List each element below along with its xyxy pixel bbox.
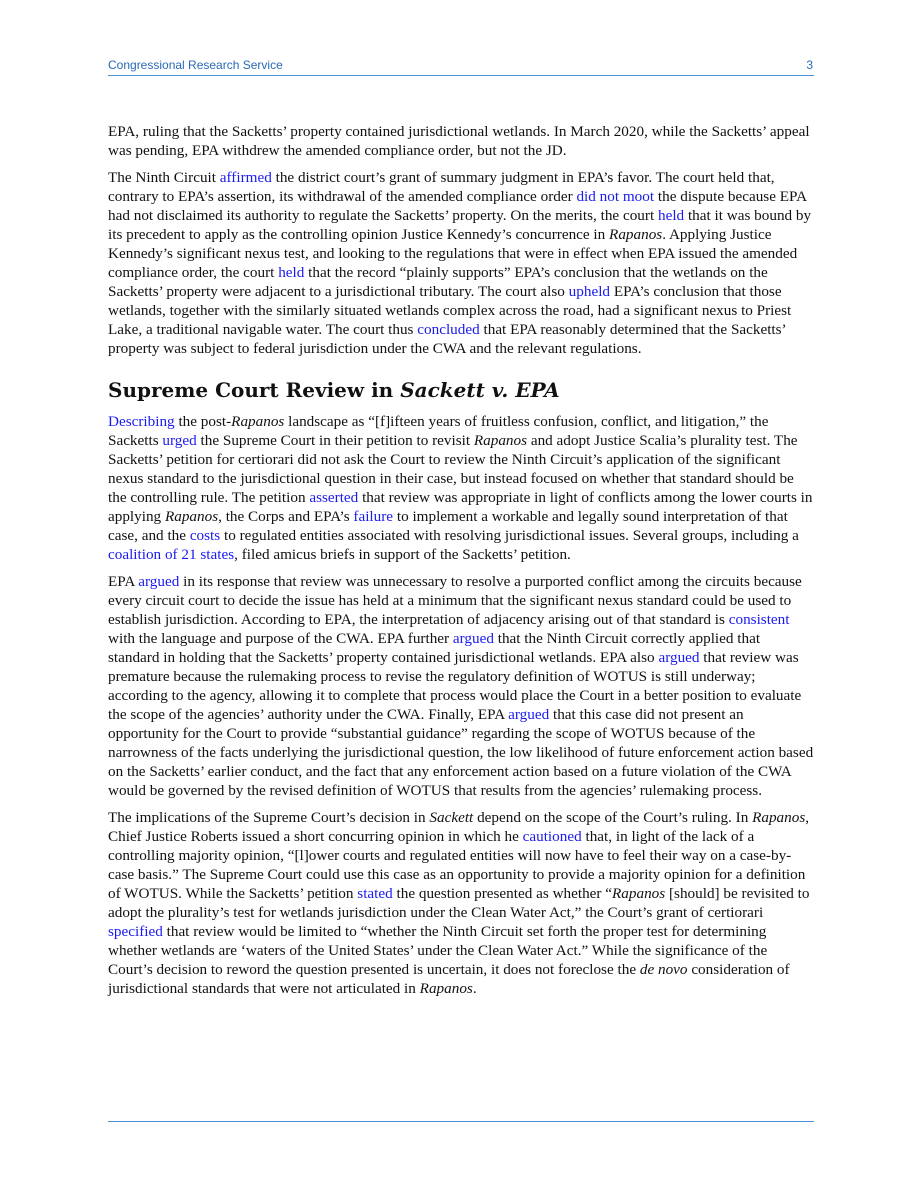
inline-link[interactable]: consistent bbox=[728, 611, 790, 628]
inline-link[interactable]: held bbox=[657, 207, 685, 224]
text-run: Supreme Court Review in bbox=[108, 378, 401, 402]
header-divider bbox=[108, 75, 814, 76]
text-run: . bbox=[472, 980, 477, 997]
text-run: the dispute because EPA had not disclaimed its authority to regulate the Sacketts’ property. On the merits, the court bbox=[108, 188, 807, 224]
text-run: [should] be revisited to adopt the plurality’s test for wetlands jurisdiction under the Clean Water Act,” the Court’s grant of certiorari bbox=[108, 885, 810, 921]
page-number: 3 bbox=[806, 58, 813, 72]
inline-link[interactable]: did not moot bbox=[576, 188, 655, 205]
inline-link[interactable]: urged bbox=[162, 432, 197, 449]
text-run: depend on the scope of the Court’s ruling. In bbox=[473, 809, 753, 826]
text-run: the post- bbox=[174, 413, 232, 430]
italic-text: Rapanos bbox=[752, 809, 806, 826]
inline-link[interactable]: argued bbox=[452, 630, 494, 647]
inline-link[interactable]: coalition of 21 states bbox=[108, 546, 235, 563]
paragraph-5 bbox=[108, 808, 814, 998]
italic-text: de novo bbox=[639, 961, 688, 978]
text-run: in its response that review was unnecessary to resolve a purported conflict among the circuits because every circuit court to decide the issue has held at a minimum that the significant nexus standard could be used to establish jurisdiction. According to EPA, the interpretation of adjacency arising out of that standard is bbox=[108, 573, 802, 628]
text-run: EPA’s conclusion that those wetlands, together with the similarly situated wetlands complex across the road, had a significant nexus to Priest Lake, a traditional navigable water. The court thus bbox=[108, 283, 792, 338]
inline-link[interactable]: failure bbox=[353, 508, 394, 525]
text-run: that the record “plainly supports” EPA’s conclusion that the wetlands on the Sacketts’ property were adjacent to a jurisdictional tributary. The court also bbox=[108, 264, 768, 300]
text-run: , Chief Justice Roberts issued a short concurring opinion in which he bbox=[108, 809, 810, 845]
text-run: to implement a workable and legally sound interpretation of that case, and the bbox=[108, 508, 788, 544]
inline-link[interactable]: asserted bbox=[309, 489, 359, 506]
text-run: and adopt Justice Scalia’s plurality test. The Sacketts’ petition for certiorari did not ask the Court to review the Ninth Circuit’s application of the significant nexus standard to the jurisdictional question in their case, but instead focused on whether that standard should be the controlling rule. The petition bbox=[108, 432, 798, 506]
text-run: that it was bound by its precedent to apply as the controlling opinion Justice Kennedy’s concurrence in bbox=[108, 207, 812, 243]
text-run: the district court’s grant of summary judgment in EPA’s favor. The court held that, contrary to EPA’s assertion, its withdrawal of the amended compliance order bbox=[108, 169, 775, 205]
inline-link[interactable]: specified bbox=[108, 923, 163, 940]
italic-text: Rapanos bbox=[473, 432, 528, 449]
text-run: the question presented as whether “ bbox=[392, 885, 613, 902]
text-run: that review was appropriate in light of conflicts among the lower courts in applying bbox=[108, 489, 813, 525]
paragraph-1 bbox=[108, 122, 814, 160]
text-run: the Supreme Court in their petition to revisit bbox=[196, 432, 474, 449]
italic-text: Sackett bbox=[429, 809, 474, 826]
italic-text: Sackett v. EPA bbox=[400, 378, 560, 402]
paragraph-2 bbox=[108, 168, 814, 358]
text-run: that, in light of the lack of a controlling majority opinion, “[l]ower courts and regulated entities will now have to feel their way on a case-by-case basis.” The Supreme Court could use this case as an opportunity to provide a majority opinion for a definition of WOTUS. While the Sacketts’ petition bbox=[108, 828, 806, 902]
text-run: that review would be limited to “whether the Ninth Circuit set forth the proper test for determining whether wetlands are ‘waters of the United States’ under the Clean Water Act.” While the significance of the Court’s decision to reword the question presented is uncertain, it does not foreclose the bbox=[108, 923, 768, 978]
text-run: The implications of the Supreme Court’s decision in bbox=[108, 809, 430, 826]
inline-link[interactable]: argued bbox=[508, 706, 550, 723]
paragraph-3 bbox=[108, 412, 814, 564]
text-run: , the Corps and EPA’s bbox=[218, 508, 354, 525]
inline-link[interactable]: costs bbox=[189, 527, 221, 544]
text-run: EPA bbox=[108, 573, 139, 590]
paragraph-4 bbox=[108, 572, 814, 800]
document-body bbox=[108, 122, 814, 1006]
text-run: The Ninth Circuit bbox=[108, 169, 220, 186]
inline-link[interactable]: upheld bbox=[568, 283, 611, 300]
inline-link[interactable]: held bbox=[278, 264, 305, 281]
italic-text: Rapanos bbox=[419, 980, 473, 997]
italic-text: Rapanos bbox=[164, 508, 219, 525]
page-header bbox=[108, 58, 813, 72]
inline-link[interactable]: stated bbox=[357, 885, 393, 902]
text-run: that EPA reasonably determined that the Sacketts’ property was subject to federal jurisdiction under the CWA and the relevant regulations. bbox=[108, 321, 786, 357]
inline-link[interactable]: affirmed bbox=[219, 169, 272, 186]
header-org-name: Congressional Research Service bbox=[108, 58, 283, 72]
section-heading bbox=[108, 378, 814, 402]
italic-text: Rapanos bbox=[231, 413, 285, 430]
text-run: that the Ninth Circuit correctly applied that standard in holding that the Sacketts’ property contained jurisdictional wetlands. EPA also bbox=[108, 630, 761, 666]
italic-text: Rapanos bbox=[609, 226, 663, 243]
inline-link[interactable]: concluded bbox=[417, 321, 480, 338]
text-run: . Applying Justice Kennedy’s significant nexus test, and looking to the regulations that were in effect when EPA issued the amended compliance order, the court bbox=[108, 226, 798, 281]
text-run: that this case did not present an opportunity for the Court to provide “substantial guidance” regarding the scope of WOTUS because of the narrowness of the facts underlying the jurisdictional question, the low likelihood of future enforcement action based on the Sacketts’ earlier conduct, and the fact that any enforcement action based on a future violation of the CWA would be governed by the revised definition of WOTUS that results from the agencies’ rulemaking process. bbox=[108, 706, 814, 799]
inline-link[interactable]: Describing bbox=[108, 413, 175, 430]
text-run: consideration of jurisdictional standards that were not articulated in bbox=[108, 961, 790, 997]
inline-link[interactable]: argued bbox=[138, 573, 180, 590]
italic-text: Rapanos bbox=[612, 885, 666, 902]
text-run: to regulated entities associated with resolving jurisdictional issues. Several groups, including a bbox=[220, 527, 799, 544]
footer-divider bbox=[108, 1121, 814, 1122]
inline-link[interactable]: cautioned bbox=[522, 828, 582, 845]
text-run: with the language and purpose of the CWA. EPA further bbox=[108, 630, 453, 647]
text-run: , filed amicus briefs in support of the Sacketts’ petition. bbox=[234, 546, 571, 563]
inline-link[interactable]: argued bbox=[658, 649, 700, 666]
text-run: that review was premature because the rulemaking process to revise the regulatory definition of WOTUS is still underway; according to the agency, allowing it to complete that process would place the Court in a better position to evaluate the scope of the agencies’ authority under the CWA. Finally, EPA bbox=[108, 649, 802, 723]
text-run: landscape as “[f]ifteen years of fruitless confusion, conflict, and litigation,” the Sacketts bbox=[108, 413, 769, 449]
text-run: EPA, ruling that the Sacketts’ property contained jurisdictional wetlands. In March 2020, while the Sacketts’ appeal was pending, EPA withdrew the amended compliance order, but not the JD. bbox=[108, 123, 810, 159]
